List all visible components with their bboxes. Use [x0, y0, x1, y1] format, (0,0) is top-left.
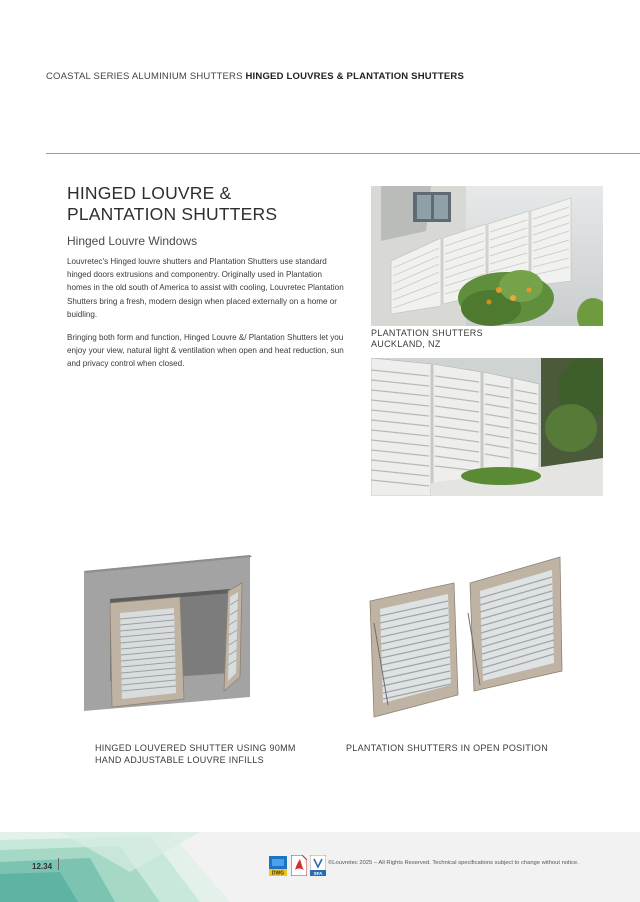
caption-hinged-line-2: HAND ADJUSTABLE LOUVRE INFILLS — [95, 754, 264, 765]
page-number-divider — [58, 858, 59, 870]
page-number: 12.34 — [32, 862, 53, 871]
header-divider — [46, 153, 640, 154]
intro-paragraph: Louvretec's Hinged louvre shutters and Plantation Shutters use standard hinged doors extrusions and componentry. Originally used in Plantation homes in the old south of America to assist with cooling, Louvretec Plantation Shutters bring a fresh, modern design when placed externally on a home or buidling. — [67, 257, 344, 319]
photo-plantation-shutters-house — [371, 186, 603, 326]
illustration-plantation-shutters-open — [362, 553, 567, 721]
title-line-2: PLANTATION SHUTTERS — [67, 204, 278, 224]
benefits-paragraph: Bringing both form and function, Hinged Louvre &/ Plantation Shutters let you enjoy your view, natural light & ventilation when open and heat reduction, sun and privacy control when closed. — [67, 333, 344, 369]
caption-hinged-line-1: HINGED LOUVERED SHUTTER USING 90MM — [95, 743, 296, 753]
photo-caption-line-1: PLANTATION SHUTTERS — [371, 328, 483, 338]
photo-caption-line-2: AUCKLAND, NZ — [371, 339, 441, 349]
pdf-file-icon[interactable] — [291, 855, 307, 876]
illustration-hinged-louvered-shutter — [80, 553, 290, 713]
caption-hinged-louvered-shutter — [95, 743, 296, 766]
page-title — [67, 183, 277, 225]
photo-caption-auckland — [371, 328, 483, 350]
title-line-1: HINGED LOUVRE & — [67, 183, 232, 203]
caption-plantation-open: PLANTATION SHUTTERS IN OPEN POSITION — [346, 743, 548, 753]
dwg-file-icon[interactable] — [269, 856, 287, 876]
running-header — [46, 71, 464, 82]
sfa-file-label: SFA — [313, 871, 323, 876]
header-series: COASTAL SERIES ALUMINIUM SHUTTERS — [46, 71, 243, 82]
photo-shutters-closeup — [371, 358, 603, 496]
header-section: HINGED LOUVRES & PLANTATION SHUTTERS — [245, 71, 464, 82]
page-subtitle: Hinged Louvre Windows — [67, 234, 198, 248]
dwg-file-label: DWG — [271, 870, 285, 876]
sfa-file-icon[interactable] — [310, 855, 326, 876]
copyright-notice: ©Louvretec 2025 – All Rights Reserved. Technical specifications subject to change without notice. — [328, 860, 579, 866]
